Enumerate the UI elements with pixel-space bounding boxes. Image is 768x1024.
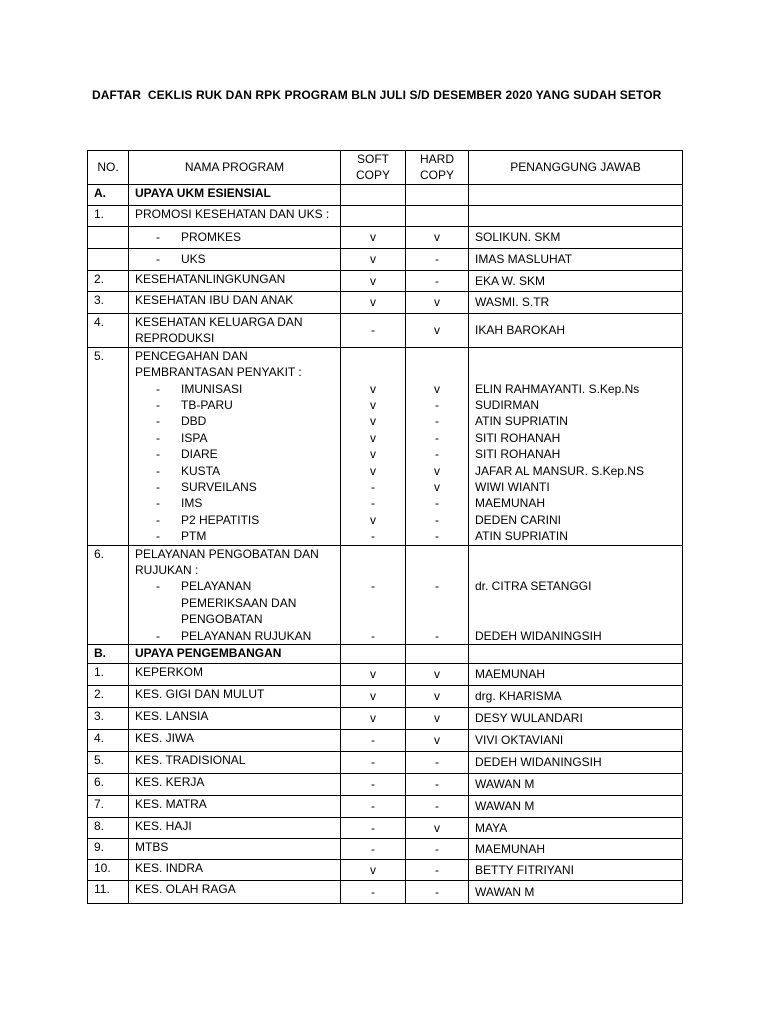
row-hard-copy bbox=[406, 184, 469, 205]
row-no: 1. bbox=[88, 205, 129, 226]
bullet-dash: - bbox=[156, 230, 160, 245]
p2-item-hard: - bbox=[435, 529, 439, 544]
row-soft-copy: - bbox=[341, 796, 406, 818]
row-hard-copy: v bbox=[406, 291, 469, 313]
row-no: 10. bbox=[88, 860, 129, 881]
pengobatan-name-cell bbox=[129, 545, 341, 644]
pengobatan-item1-line-3: PENGOBATAN bbox=[181, 612, 263, 627]
pengobatan-item1-line-2: PEMERIKSAAN DAN bbox=[181, 595, 297, 610]
row-penanggung-jawab: WAWAN M bbox=[469, 774, 683, 796]
p2-item-soft: v bbox=[370, 463, 376, 478]
row-hard-copy: v bbox=[406, 664, 469, 686]
row-penanggung-jawab: WASMI. S.TR bbox=[469, 291, 683, 313]
table-row bbox=[88, 881, 683, 904]
row-program-label: PROMKES bbox=[181, 230, 242, 245]
bullet-dash: - bbox=[156, 414, 160, 429]
table-row bbox=[88, 839, 683, 860]
row-soft-copy: v bbox=[341, 270, 406, 291]
p2-item-name: TB-PARU bbox=[181, 398, 233, 412]
row-program-name: KEPERKOM bbox=[129, 664, 341, 686]
p2-item-name: DBD bbox=[181, 414, 207, 429]
row-program-name: KESEHATAN IBU DAN ANAK bbox=[129, 291, 341, 313]
p2-head-line-2: PEMBRANTASAN PENYAKIT : bbox=[135, 365, 302, 380]
row-penanggung-jawab bbox=[469, 184, 683, 205]
row-no: A. bbox=[88, 184, 129, 205]
p2-item-names bbox=[135, 381, 334, 545]
row-program-name: KESEHATANLINGKUNGAN bbox=[129, 270, 341, 291]
row-hard-copy: - bbox=[406, 860, 469, 881]
section-a-body bbox=[88, 184, 683, 347]
p2-item-pj: ATIN SUPRIATIN bbox=[475, 529, 568, 544]
row-program-name: KES. KERJA bbox=[129, 774, 341, 796]
row-hard-copy: - bbox=[406, 796, 469, 818]
row-no: 3. bbox=[88, 291, 129, 313]
row-soft-copy: - bbox=[341, 839, 406, 860]
row-hard-copy: - bbox=[406, 752, 469, 774]
p2-item-pj: ATIN SUPRIATIN bbox=[475, 414, 568, 429]
pengobatan-item2-name: PELAYANAN RUJUKAN bbox=[181, 628, 312, 643]
row-penanggung-jawab: WAWAN M bbox=[469, 881, 683, 904]
row-soft-copy: v bbox=[341, 686, 406, 708]
section-b-body bbox=[88, 645, 683, 904]
row-hard-copy bbox=[406, 645, 469, 664]
row-no: 3. bbox=[88, 708, 129, 730]
p2-item-hard: v bbox=[434, 463, 440, 478]
bullet-dash: - bbox=[156, 430, 160, 445]
row-penanggung-jawab: EKA W. SKM bbox=[469, 270, 683, 291]
row-program-name: KES. LANSIA bbox=[129, 708, 341, 730]
row-penanggung-jawab: DEDEH WIDANINGSIH bbox=[469, 752, 683, 774]
row-program-name: KES. INDRA bbox=[129, 860, 341, 881]
p2-pj-cell bbox=[469, 347, 683, 545]
row-soft-copy: v bbox=[341, 860, 406, 881]
p2-item bbox=[135, 430, 334, 446]
table-row-pengobatan bbox=[88, 545, 683, 644]
header-penanggung-jawab: PENANGGUNG JAWAB bbox=[469, 151, 683, 185]
bullet-dash: - bbox=[156, 252, 160, 267]
pengobatan-hard-cell bbox=[406, 545, 469, 644]
pengobatan-head-line-1: PELAYANAN PENGOBATAN DAN bbox=[135, 546, 319, 561]
p2-item-name: SURVEILANS bbox=[181, 480, 257, 495]
row-penanggung-jawab: SOLIKUN. SKM bbox=[469, 226, 683, 248]
pengobatan-no: 6. bbox=[88, 545, 129, 644]
p2-item-hard: - bbox=[435, 447, 439, 462]
p2-item-name: DIARE bbox=[181, 447, 218, 462]
bullet-dash: - bbox=[156, 381, 160, 396]
p2-item-pj: SITI ROHANAH bbox=[475, 430, 561, 445]
program-checklist-table bbox=[87, 150, 683, 904]
row-hard-copy: v bbox=[406, 708, 469, 730]
table-row bbox=[88, 270, 683, 291]
row-program-name bbox=[129, 248, 341, 270]
table-row bbox=[88, 730, 683, 752]
pengobatan-item1-pj: dr. CITRA SETANGGI bbox=[475, 579, 592, 594]
bullet-dash: - bbox=[156, 579, 160, 594]
row-program-name: PROMOSI KESEHATAN DAN UKS : bbox=[129, 205, 341, 226]
pengobatan-head-line-2: RUJUKAN : bbox=[135, 563, 199, 578]
p2-item-hard: - bbox=[435, 398, 439, 412]
table-row bbox=[88, 818, 683, 839]
p2-item-pj: DEDEN CARINI bbox=[475, 512, 562, 527]
row-soft-copy: - bbox=[341, 774, 406, 796]
bullet-dash: - bbox=[156, 496, 160, 511]
table-row bbox=[88, 708, 683, 730]
row-program-label: UKS bbox=[181, 252, 206, 267]
p2-item bbox=[135, 413, 334, 429]
p2-item-soft: v bbox=[370, 512, 376, 527]
bullet-dash: - bbox=[156, 398, 160, 412]
row-no: B. bbox=[88, 645, 129, 664]
p2-soft-values bbox=[347, 381, 399, 545]
p2-name-cell bbox=[129, 347, 341, 545]
header-no: NO. bbox=[88, 151, 129, 185]
row-hard-copy: v bbox=[406, 226, 469, 248]
row-no: 8. bbox=[88, 818, 129, 839]
bullet-dash: - bbox=[156, 628, 160, 643]
row-penanggung-jawab: MAYA bbox=[469, 818, 683, 839]
p2-item bbox=[135, 528, 334, 544]
p2-hard-values bbox=[412, 381, 462, 545]
pengobatan-item-1 bbox=[135, 578, 334, 627]
bullet-dash: - bbox=[156, 463, 160, 478]
p2-item bbox=[135, 495, 334, 511]
row-soft-copy: - bbox=[341, 313, 406, 347]
row-program-name: MTBS bbox=[129, 839, 341, 860]
row-soft-copy: v bbox=[341, 226, 406, 248]
row-soft-copy bbox=[341, 184, 406, 205]
p2-item-name: P2 HEPATITIS bbox=[181, 512, 260, 527]
table-row bbox=[88, 184, 683, 205]
table-row-p2 bbox=[88, 347, 683, 545]
pengobatan-pj-cell bbox=[469, 545, 683, 644]
table-row bbox=[88, 860, 683, 881]
row-penanggung-jawab: MAEMUNAH bbox=[469, 664, 683, 686]
row-penanggung-jawab: MAEMUNAH bbox=[469, 839, 683, 860]
p2-item-soft: - bbox=[371, 496, 375, 511]
row-soft-copy: - bbox=[341, 752, 406, 774]
p2-item-name: PTM bbox=[181, 529, 207, 544]
p2-item bbox=[135, 397, 334, 413]
row-program-name: KES. JIWA bbox=[129, 730, 341, 752]
p2-item-name: IMUNISASI bbox=[181, 381, 243, 396]
bullet-dash: - bbox=[156, 447, 160, 462]
p2-item-soft: v bbox=[370, 381, 376, 396]
row-hard-copy: - bbox=[406, 839, 469, 860]
row-no: 1. bbox=[88, 664, 129, 686]
table-row bbox=[88, 645, 683, 664]
row-soft-copy: - bbox=[341, 881, 406, 904]
pengobatan-item1-soft: - bbox=[371, 579, 375, 594]
row-no: 2. bbox=[88, 270, 129, 291]
header-hard-copy: HARD COPY bbox=[406, 151, 469, 185]
row-soft-copy bbox=[341, 645, 406, 664]
p2-item-soft: v bbox=[370, 414, 376, 429]
row-penanggung-jawab: IKAH BAROKAH bbox=[469, 313, 683, 347]
p2-item-pj: SITI ROHANAH bbox=[475, 447, 561, 462]
table-header-row bbox=[88, 151, 683, 185]
row-soft-copy: v bbox=[341, 664, 406, 686]
pengobatan-soft-cell bbox=[341, 545, 406, 644]
p2-item-soft: v bbox=[370, 447, 376, 462]
p2-item bbox=[135, 463, 334, 479]
row-no: 4. bbox=[88, 730, 129, 752]
p2-item-name: ISPA bbox=[181, 430, 208, 445]
row-no: 11. bbox=[88, 881, 129, 904]
row-program-name bbox=[129, 226, 341, 248]
p2-no: 5. bbox=[88, 347, 129, 545]
row-no: 6. bbox=[88, 774, 129, 796]
p2-item-pj: MAEMUNAH bbox=[475, 496, 546, 511]
pengobatan-item2-pj: DEDEH WIDANINGSIH bbox=[475, 628, 602, 643]
row-hard-copy: v bbox=[406, 686, 469, 708]
bullet-dash: - bbox=[156, 529, 160, 544]
p2-item-pj: SUDIRMAN bbox=[475, 398, 540, 412]
row-penanggung-jawab: VIVI OKTAVIANI bbox=[469, 730, 683, 752]
p2-item bbox=[135, 381, 334, 397]
pengobatan-item-2 bbox=[135, 628, 334, 644]
row-hard-copy: v bbox=[406, 818, 469, 839]
row-soft-copy bbox=[341, 205, 406, 226]
row-no: 2. bbox=[88, 686, 129, 708]
document-title: DAFTAR CEKLIS RUK DAN RPK PROGRAM BLN JULI S/D DESEMBER 2020 YANG SUDAH SETOR bbox=[92, 88, 662, 102]
p2-item bbox=[135, 512, 334, 528]
row-no: 7. bbox=[88, 796, 129, 818]
table-row bbox=[88, 226, 683, 248]
row-soft-copy: v bbox=[341, 248, 406, 270]
row-program-name: KES. HAJI bbox=[129, 818, 341, 839]
p2-item-pj: JAFAR AL MANSUR. S.Kep.NS bbox=[475, 463, 644, 478]
row-program-name: UPAYA UKM ESIENSIAL bbox=[129, 184, 341, 205]
p2-soft-cell bbox=[341, 347, 406, 545]
row-hard-copy: - bbox=[406, 270, 469, 291]
row-penanggung-jawab bbox=[469, 645, 683, 664]
table-row bbox=[88, 291, 683, 313]
row-hard-copy: v bbox=[406, 730, 469, 752]
row-soft-copy: v bbox=[341, 291, 406, 313]
row-program-name: KES. MATRA bbox=[129, 796, 341, 818]
row-soft-copy: - bbox=[341, 730, 406, 752]
row-penanggung-jawab: WAWAN M bbox=[469, 796, 683, 818]
table-row bbox=[88, 686, 683, 708]
p2-item bbox=[135, 479, 334, 495]
table-row bbox=[88, 313, 683, 347]
row-hard-copy: - bbox=[406, 248, 469, 270]
p2-item-hard: - bbox=[435, 496, 439, 511]
p2-item-soft: v bbox=[370, 430, 376, 445]
bullet-dash: - bbox=[156, 480, 160, 495]
row-hard-copy: - bbox=[406, 774, 469, 796]
p2-item-soft: - bbox=[371, 529, 375, 544]
p2-item-pj: WIWI WIANTI bbox=[475, 479, 550, 494]
row-penanggung-jawab: DESY WULANDARI bbox=[469, 708, 683, 730]
row-program-name: UPAYA PENGEMBANGAN bbox=[129, 645, 341, 664]
p2-item-hard: - bbox=[435, 430, 439, 445]
header-name: NAMA PROGRAM bbox=[129, 151, 341, 185]
p2-item-soft: - bbox=[371, 479, 375, 494]
row-soft-copy: - bbox=[341, 818, 406, 839]
pengobatan-item2-hard: - bbox=[435, 628, 439, 643]
table-row bbox=[88, 752, 683, 774]
table-row bbox=[88, 205, 683, 226]
pengobatan-item1-hard: - bbox=[435, 579, 439, 594]
p2-pj-values bbox=[475, 381, 676, 545]
p2-item-hard: v bbox=[434, 479, 440, 494]
row-penanggung-jawab: IMAS MASLUHAT bbox=[469, 248, 683, 270]
row-no: 4. bbox=[88, 313, 129, 347]
p2-item-soft: v bbox=[370, 398, 376, 412]
row-program-name: KESEHATAN KELUARGA DAN REPRODUKSI bbox=[129, 313, 341, 347]
p2-item-hard: - bbox=[435, 414, 439, 429]
row-no bbox=[88, 248, 129, 270]
row-program-name: KES. OLAH RAGA bbox=[129, 881, 341, 904]
p2-item-hard: v bbox=[434, 381, 440, 396]
row-no: 9. bbox=[88, 839, 129, 860]
table-row bbox=[88, 664, 683, 686]
header-soft-copy: SOFT COPY bbox=[341, 151, 406, 185]
table-row bbox=[88, 796, 683, 818]
p2-item-hard: - bbox=[435, 512, 439, 527]
bullet-dash: - bbox=[156, 512, 160, 527]
p2-item-name: KUSTA bbox=[181, 463, 221, 478]
row-penanggung-jawab: BETTY FITRIYANI bbox=[469, 860, 683, 881]
pengobatan-item1-line-1: PELAYANAN bbox=[181, 579, 252, 594]
p2-item-pj: ELIN RAHMAYANTI. S.Kep.Ns bbox=[475, 381, 640, 396]
table-row bbox=[88, 774, 683, 796]
row-no: 5. bbox=[88, 752, 129, 774]
section-p2-body bbox=[88, 347, 683, 644]
row-penanggung-jawab bbox=[469, 205, 683, 226]
row-hard-copy bbox=[406, 205, 469, 226]
table-row bbox=[88, 248, 683, 270]
row-no bbox=[88, 226, 129, 248]
p2-head-line-1: PENCEGAHAN DAN bbox=[135, 348, 248, 363]
row-penanggung-jawab: drg. KHARISMA bbox=[469, 686, 683, 708]
row-hard-copy: v bbox=[406, 313, 469, 347]
pengobatan-item2-soft: - bbox=[371, 628, 375, 643]
row-program-name: KES. GIGI DAN MULUT bbox=[129, 686, 341, 708]
p2-item-name: IMS bbox=[181, 496, 203, 511]
row-hard-copy: - bbox=[406, 881, 469, 904]
row-soft-copy: v bbox=[341, 708, 406, 730]
p2-item bbox=[135, 446, 334, 462]
p2-hard-cell bbox=[406, 347, 469, 545]
row-program-name: KES. TRADISIONAL bbox=[129, 752, 341, 774]
